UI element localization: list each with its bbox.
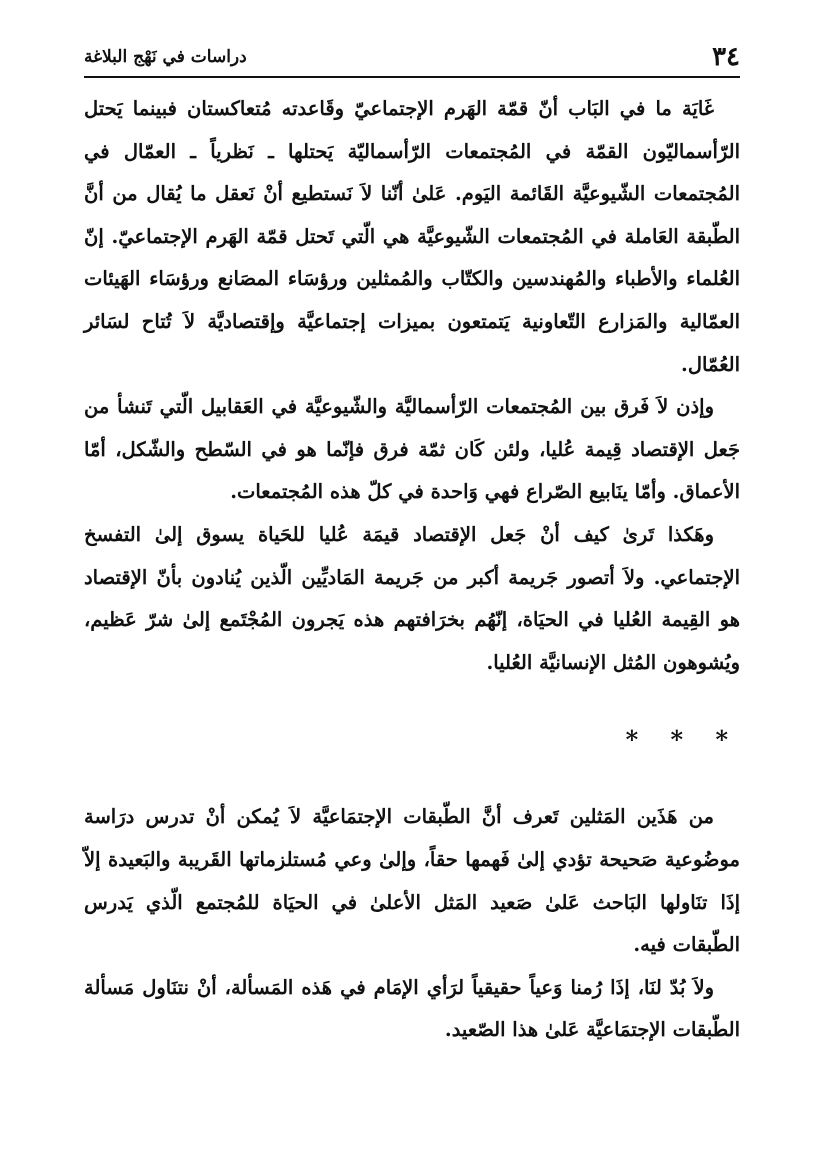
paragraph-5: ولاَ بُدّ لنَا، إذَا رُمنا وَعياً حقيقياً لرَأي الإمَام في هَذه المَسألة، أنْ نتنَاول مَسألة الطّبقات الإجتمَاعيَّة عَلىٰ هذا الصّعيد. — [84, 975, 740, 1042]
paragraph-1: غَايَة ما في البَاب أنّ قمّة الهَرم الإجتماعيّ وقَاعدته مُتعاكستان فبينما يَحتل الرّأسماليّون القمّة في المُجتمعات الرّأسماليّة يَحتلها ـ نَظرياً ـ العمّال في المُجتمعات الشّيوعيَّة القَائمة اليَوم. عَلىٰ أنّنا لاَ نَستطيع أنْ نَعقل ما يُقال من أنَّ الطّبقة العَاملة في المُجتمعات الشّيوعيَّة هي الّتي تَحتل قمّة الهَرم الإجتماعيّ. إنّ العُلماء والأطباء والمُهندسين والكتّاب والمُمثلين ورؤسَاء المصَانع ورؤسَاء الهَيئات العمّالية والمَزارع التّعاونية يَتمتعون بميزات إجتماعيَّة وإقتصاديَّة لاَ تُتاح لسَائر العُمّال. — [84, 97, 740, 376]
body-text — [84, 88, 740, 1052]
running-header — [84, 40, 740, 74]
paragraph-2: وإذن لاَ فَرق بين المُجتمعات الرّأسماليَّة والشّيوعيَّة في العَقابيل الّتي تَنشأ من جَعل الإقتصاد قِيمة عُليا، ولئن كَان ثمّة فرق فإنّما هو في السّطح والشّكل، أمّا الأعماق. وأمّا ينَابيع الصّراع فهي وَاحدة في كلّ هذه المُجتمعات. — [84, 395, 740, 504]
page-number: ٣٤ — [712, 42, 740, 72]
section-separator: * * * — [625, 725, 740, 755]
book-title: دراسات في نَهْج البلاغة — [84, 47, 247, 67]
paragraph-3: وهَكذا تَرىٰ كيف أنْ جَعل الإقتصاد قيمَة عُليا للحَياة يسوق إلىٰ التفسخ الإجتماعي. ولاَ أتصور جَريمة أكبر من جَريمة المَاديِّين الّذين يُنادون بأنّ الإقتصاد هو القِيمة العُليا في الحيَاة، إنّهُم بخرَافتهم هذه يَجرون المُجْتَمع إلىٰ شرّ عَظيم، ويُشوهون المُثل الإنسانيَّة العُليا. — [84, 522, 740, 674]
paragraph-4: من هَذَين المَثلين تَعرف أنَّ الطّبقات الإجتمَاعيَّة لاَ يُمكن أنْ تدرس درَاسة موضُوعية صَحيحة تؤدي إلىٰ فَهمها حقاً، وإلىٰ وعي مُستلزماتها القَريبة والبَعيدة إلاّ إذَا تنَاولها البَاحث عَلىٰ صَعيد المَثل الأعلىٰ في الحيَاة للمُجتمع الّذي يَدرس الطّبقات فيه. — [84, 805, 740, 957]
header-rule — [84, 76, 740, 78]
